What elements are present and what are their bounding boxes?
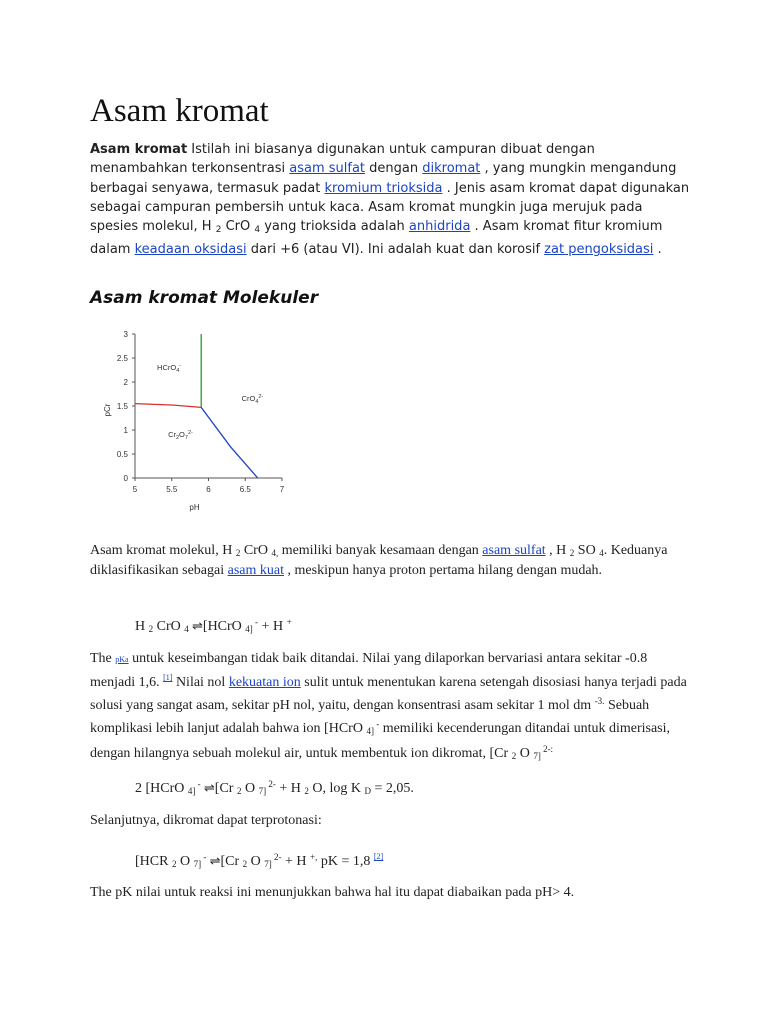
y-tick-label: 1.5 (116, 402, 128, 411)
intro-text: . Jenis asam kromat dapat digunakan sebagai campuran pembersih untuk kaca. Asam kromat mungkin juga merujuk pada spesies molekul, H (90, 180, 690, 235)
intro-text: dari +6 (atau VI). Ini adalah kuat dan korosif (246, 242, 545, 258)
subscript: 4] (366, 726, 374, 736)
equilibrium-arrow-icon: ⇌ (188, 618, 203, 633)
intro-text: . (653, 242, 662, 258)
intro-text: yang trioksida adalah (260, 219, 409, 235)
superscript: 2- (266, 779, 276, 789)
subscript: 4 (254, 225, 261, 236)
eq-text: [HCrO (202, 619, 246, 634)
subscript: 2 (148, 624, 154, 634)
text: Asam kromat molekul, H (90, 543, 236, 558)
subscript: 4, (271, 548, 279, 558)
intro-text: CrO (221, 219, 255, 235)
y-tick-label: 1 (123, 426, 128, 435)
y-tick-label: 0 (123, 474, 128, 483)
text: The (90, 651, 116, 666)
subscript: 2 (236, 786, 242, 796)
text: , H (545, 543, 570, 558)
link-asam-sulfat-2[interactable]: asam sulfat (482, 543, 546, 558)
text: memiliki kecenderungan ditandai untuk dimerisasi, dengan hilangnya sebuah molekul air, untuk membentuk ion dikromat, [Cr (90, 721, 671, 761)
subscript: 2 (511, 751, 517, 761)
pourbaix-chart (100, 325, 300, 515)
intro-paragraph (90, 140, 690, 260)
x-tick-label: 6.5 (239, 485, 251, 494)
equilibrium-arrow-icon: ⇌ (206, 853, 221, 868)
paragraph-terprotonasi: Selanjutnya, dikromat dapat terprotonasi: (90, 813, 322, 828)
section-heading: Asam kromat Molekuler (90, 288, 319, 308)
superscript: 2- (271, 852, 282, 862)
x-tick-label: 5 (132, 485, 138, 494)
eq-text: O, log K (308, 781, 365, 796)
species-label-3: $Cr_2O_7^{2-}$ (168, 430, 193, 442)
subscript: D (364, 786, 371, 796)
paragraph-pk-nilai: The pK nilai untuk reaksi ini menunjukkan bahwa hal itu dapat diabaikan pada pH> 4. (90, 885, 575, 900)
text: O (516, 746, 534, 761)
series-line-1 (135, 404, 201, 408)
subscript: 2 (569, 548, 575, 558)
superscript: -3. (594, 696, 605, 706)
eq-text: O (247, 854, 265, 869)
subscript: 2 (171, 859, 177, 869)
eq-text: + H (281, 854, 311, 869)
reference-2[interactable]: [2] (373, 852, 384, 861)
superscript: - (252, 617, 259, 627)
subscript: 4 (599, 548, 604, 558)
x-tick-label: 5.5 (166, 485, 178, 494)
subscript: 2 (215, 225, 222, 236)
text: untuk keseimbangan tidak baik ditandai. Nilai yang dilaporkan bervariasi antara sekitar -0.8 menjadi 1,6. (90, 651, 648, 690)
eq-text: [Cr (214, 781, 237, 796)
text: Sebuah komplikasi lebih lanjut adalah bahwa ion [HCrO (90, 698, 650, 736)
eq-text: + H (275, 781, 305, 796)
eq-text: CrO (153, 619, 185, 634)
eq-text: [HCR (135, 854, 172, 869)
x-tick-label: 6 (206, 485, 211, 494)
subscript: 4 (184, 624, 189, 634)
intro-bold-term: Asam kromat (90, 142, 188, 157)
text: sulit untuk menentukan karena setengah disosiasi hanya terjadi pada solusi yang sangat asam, sekitar pH nol, yaitu, dengan konsentrasi asam sekitar 1 mol dm (90, 675, 687, 713)
x-axis-label: pH (189, 503, 200, 512)
subscript: 2 (242, 859, 248, 869)
link-asam-kuat[interactable]: asam kuat (227, 563, 285, 578)
equation-3 (135, 848, 735, 873)
intro-text: , yang mungkin mengandung berbagai senyawa, termasuk padat (90, 161, 677, 196)
equation-2 (135, 775, 735, 800)
text: Nilai nol (172, 675, 229, 690)
intro-text: dengan (365, 161, 423, 177)
series-line-3 (201, 407, 258, 478)
eq-text: + H (258, 619, 287, 634)
eq-text: O (176, 854, 194, 869)
eq-text: = 2,05. (370, 781, 414, 796)
text: , meskipun hanya proton pertama hilang dengan mudah. (284, 563, 603, 578)
paragraph-molekul (90, 542, 690, 580)
reference-1[interactable]: [1] (163, 673, 173, 682)
link-keadaan-oksidasi[interactable]: keadaan oksidasi (134, 242, 247, 258)
y-tick-label: 2 (123, 378, 128, 387)
species-label-2: CrO$_4^{2-}$ (241, 394, 264, 406)
text: memiliki banyak kesamaan dengan (278, 543, 483, 558)
link-pka[interactable]: pKa (115, 655, 129, 664)
subscript: 4] (245, 624, 253, 634)
text: SO (574, 543, 600, 558)
subscript: 7] (264, 859, 272, 869)
paragraph-pka (90, 650, 690, 765)
superscript: 2-: (540, 744, 554, 754)
page-title: Asam kromat (90, 93, 269, 129)
eq-text: 2 [HCrO (135, 781, 188, 796)
subscript: 4] (187, 786, 196, 796)
link-zat-pengoksidasi[interactable]: zat pengoksidasi (544, 242, 654, 258)
subscript: 7] (258, 786, 267, 796)
y-tick-label: 0.5 (116, 450, 128, 459)
eq-text: [Cr (220, 854, 243, 869)
subscript: 7] (533, 751, 541, 761)
text: CrO (240, 543, 272, 558)
y-axis-label: pCr (103, 403, 112, 417)
y-tick-label: 3 (123, 330, 128, 339)
superscript: +, (310, 852, 318, 862)
link-kekuatan-ion[interactable]: kekuatan ion (228, 675, 301, 690)
link-asam-sulfat[interactable]: asam sulfat (289, 161, 366, 177)
subscript: 2 (304, 786, 309, 796)
superscript: + (286, 617, 292, 627)
x-tick-label: 7 (279, 485, 285, 494)
subscript: 2 (235, 548, 241, 558)
eq-text: O (241, 781, 259, 796)
subscript: 7] (193, 859, 202, 869)
eq-text: pK = 1,8 (317, 854, 374, 869)
superscript: - (373, 719, 380, 729)
text: . Keduanya diklasifikasikan sebagai (90, 543, 668, 578)
link-kromium-trioksida[interactable]: kromium trioksida (324, 180, 443, 196)
intro-text: Istilah ini biasanya digunakan untuk campuran dibuat dengan menambahkan terkonsentrasi (90, 142, 595, 177)
eq-text: H (135, 619, 149, 634)
link-dikromat[interactable]: dikromat (422, 161, 481, 177)
y-tick-label: 2.5 (116, 354, 128, 363)
superscript: - (201, 852, 207, 862)
equilibrium-arrow-icon: ⇌ (200, 780, 215, 795)
superscript: - (195, 779, 201, 789)
equation-1 (135, 613, 735, 638)
link-anhidrida[interactable]: anhidrida (408, 219, 471, 235)
species-label-1: HCrO$_4$- (157, 363, 182, 374)
intro-text: . Asam kromat fitur kromium dalam (90, 219, 663, 258)
